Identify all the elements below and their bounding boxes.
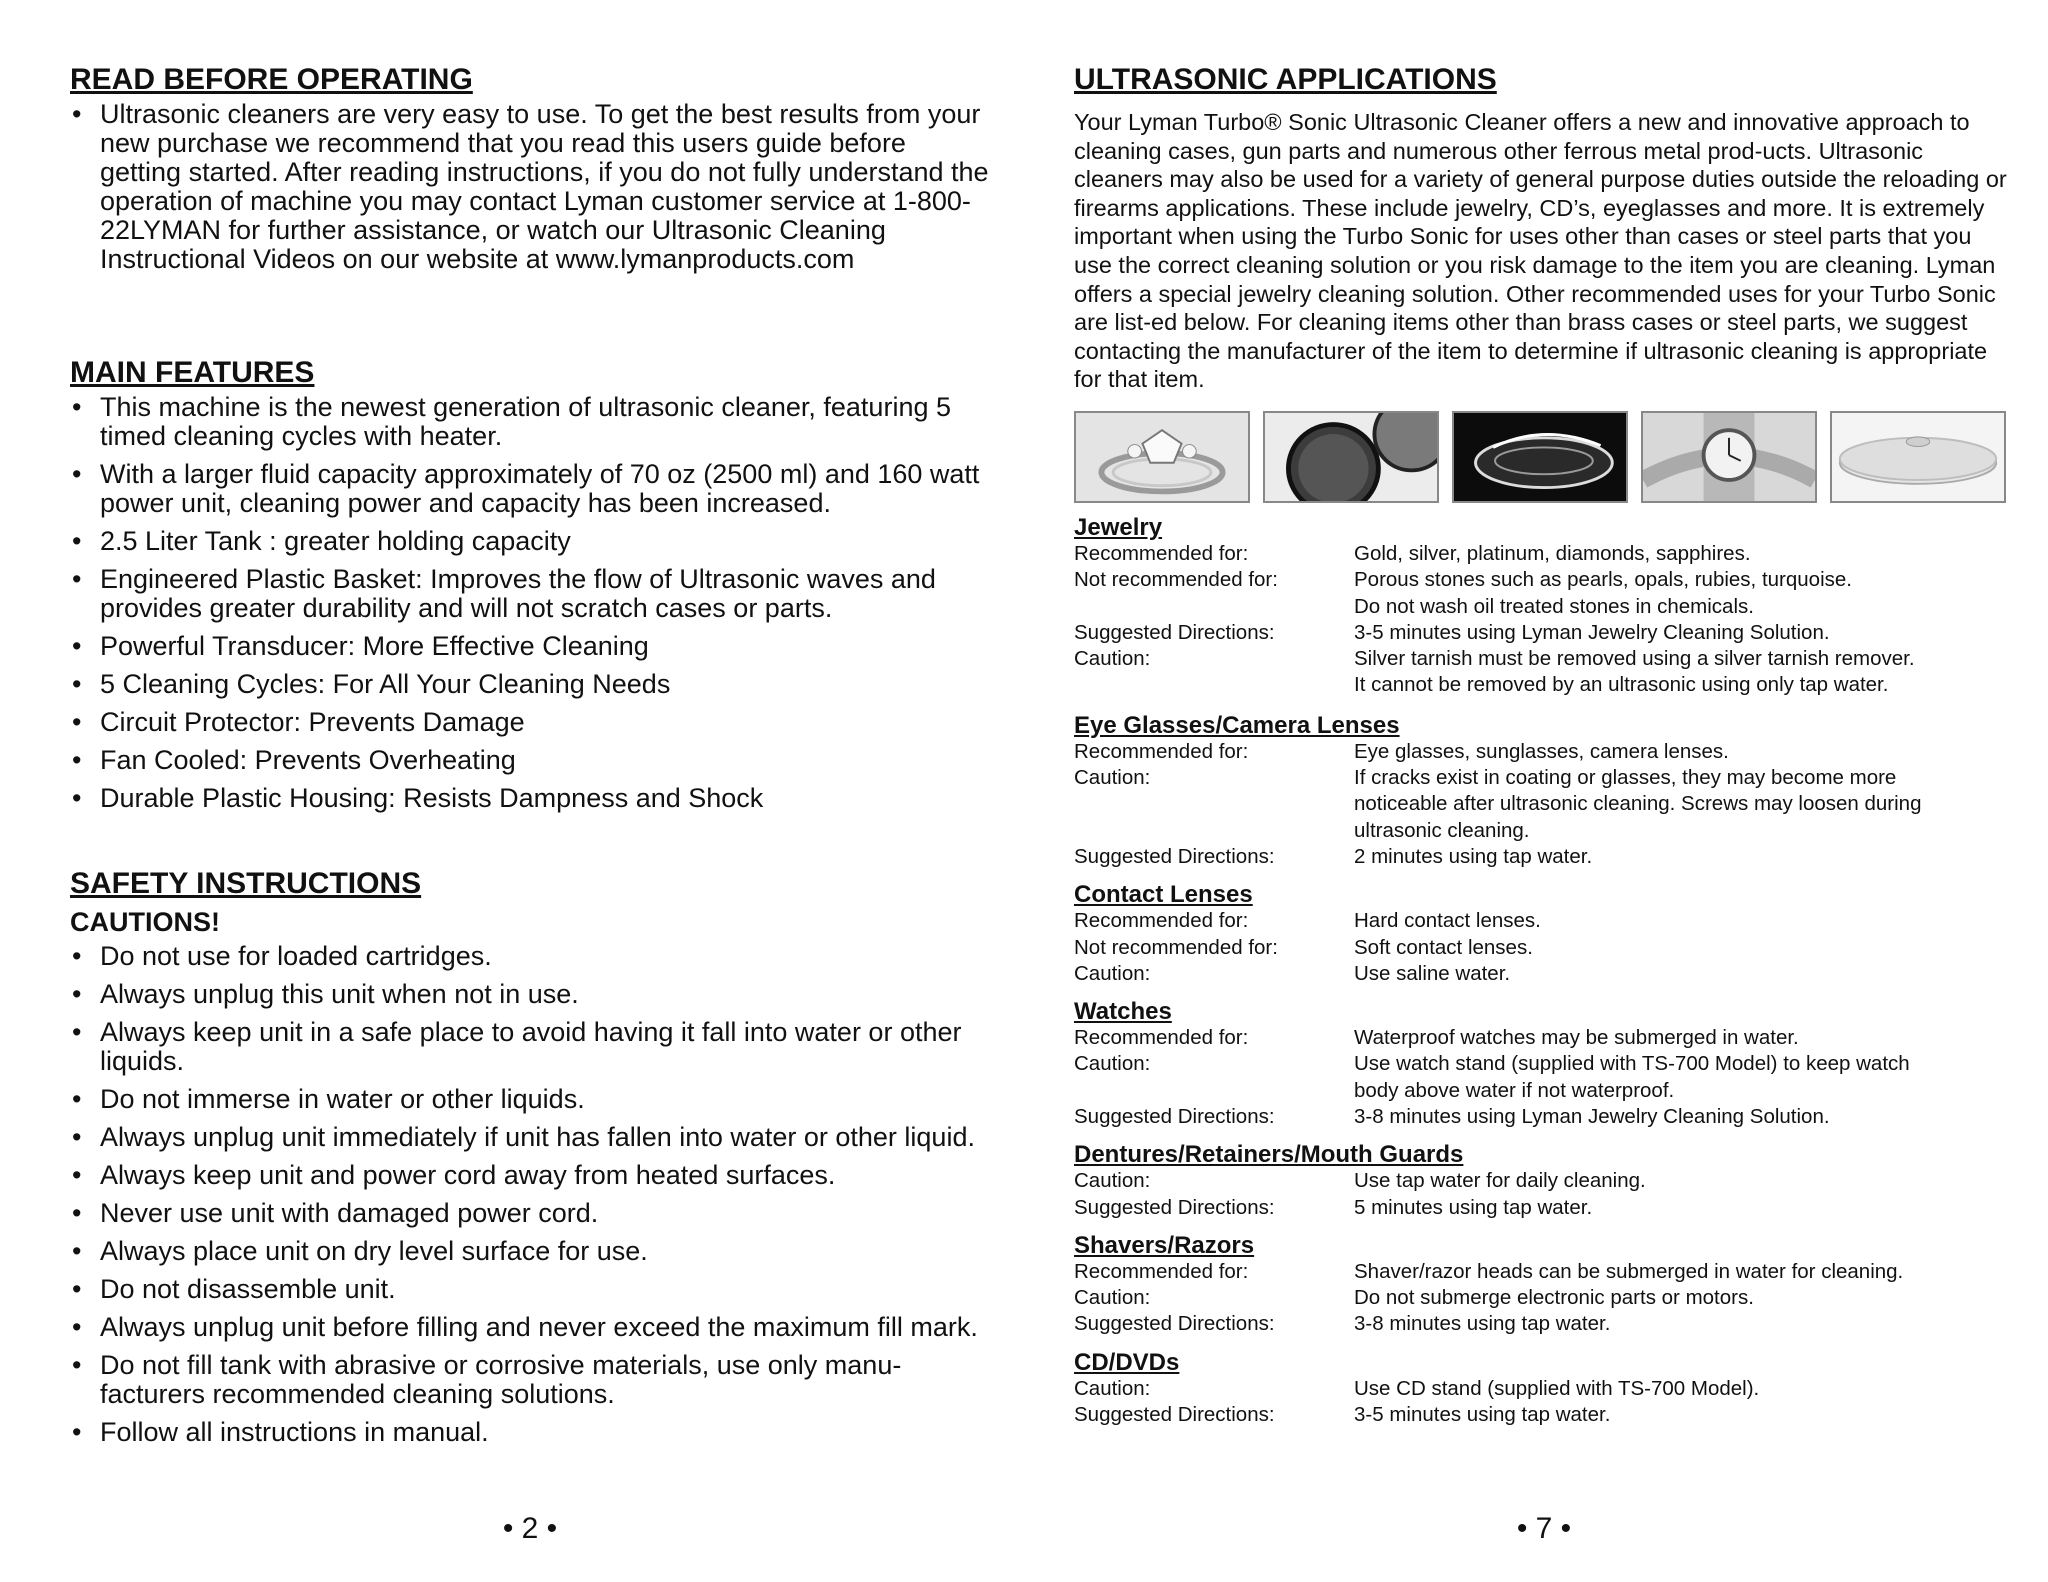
row-text: Use tap water for daily cleaning. [1354, 1169, 1646, 1193]
row-text: noticeable after ultrasonic cleaning. Screws may loosen during [1354, 792, 1922, 816]
row-text: Porous stones such as pearls, opals, rubies, turquoise. [1354, 568, 1852, 592]
category-title: Dentures/Retainers/Mouth Guards [1074, 1141, 1464, 1169]
row-label: Suggested Directions: [1074, 620, 1275, 644]
list-item: • This machine is the newest generation of ultrasonic cleaner, featuring 5 timed cleaning cycles with heater. [70, 393, 990, 451]
info-row [1074, 739, 2014, 765]
applications-section [1074, 62, 2014, 1428]
row-text: Use watch stand (supplied with TS-700 Model) to keep watch [1354, 1052, 1910, 1076]
list-item: • Always place unit on dry level surface for use. [70, 1237, 990, 1266]
category-shavers [1074, 1233, 2014, 1338]
left-page [70, 0, 990, 1582]
safety-list [70, 942, 990, 1447]
list-item: • Always unplug unit immediately if unit has fallen into water or other liquid. [70, 1123, 990, 1152]
info-row [1074, 1051, 2014, 1077]
info-row [1074, 791, 2014, 817]
page-number: • 7 • [1516, 1512, 1572, 1545]
row-label [1074, 672, 1354, 698]
row-label: Suggested Directions: [1074, 844, 1275, 868]
row-text: Shaver/razor heads can be submerged in water for cleaning. [1354, 1259, 1904, 1283]
info-row [1074, 646, 2014, 672]
row-text: Do not submerge electronic parts or motors. [1354, 1286, 1754, 1310]
row-label: Caution: [1074, 766, 1151, 790]
list-item: • Follow all instructions in manual. [70, 1418, 990, 1447]
list-item: • Always keep unit in a safe place to avoid having it fall into water or other liquids. [70, 1018, 990, 1076]
row-text: Silver tarnish must be removed using a silver tarnish remover. [1354, 647, 1915, 671]
list-item: • Circuit Protector: Prevents Damage [70, 708, 990, 737]
row-text: body above water if not waterproof. [1354, 1078, 1675, 1102]
category-title: Eye Glasses/Camera Lenses [1074, 711, 1400, 739]
cautions-heading: CAUTIONS! [70, 907, 220, 937]
row-text: Hard contact lenses. [1354, 909, 1541, 933]
ring-photo [1074, 411, 1250, 503]
list-item: • Fan Cooled: Prevents Overheating [70, 746, 990, 775]
row-label [1074, 1078, 1354, 1104]
row-text: Do not wash oil treated stones in chemicals. [1354, 594, 1754, 618]
row-text: ultrasonic cleaning. [1354, 818, 1530, 842]
list-item: • Never use unit with damaged power cord. [70, 1199, 990, 1228]
row-label [1074, 791, 1354, 817]
category-watches [1074, 999, 2014, 1130]
row-label: Recommended for: [1074, 541, 1249, 565]
features-list [70, 393, 990, 813]
eyeglass-lens-photo [1452, 411, 1628, 503]
list-item: • Always unplug this unit when not in use. [70, 980, 990, 1009]
category-title: Shavers/Razors [1074, 1231, 1255, 1259]
list-item: • With a larger fluid capacity approximately of 70 oz (2500 ml) and 160 watt power unit, cleaning power and capacity has been increased. [70, 460, 990, 518]
cd-photo [1830, 411, 2006, 503]
info-row [1074, 620, 2014, 646]
row-text: 3-8 minutes using tap water. [1354, 1312, 1611, 1336]
category-contact-lenses [1074, 882, 2014, 987]
list-item: • Do not fill tank with abrasive or corrosive materials, use only manu-facturers recommended cleaning solutions. [70, 1351, 990, 1409]
photo-strip [1074, 411, 2014, 503]
safety-section [70, 866, 990, 1447]
row-text: Use saline water. [1354, 961, 1511, 985]
row-text: 5 minutes using tap water. [1354, 1195, 1593, 1219]
page-number: • 2 • [502, 1512, 558, 1545]
info-row [1074, 1259, 2014, 1285]
category-title: Jewelry [1074, 513, 1163, 541]
row-text: If cracks exist in coating or glasses, they may become more [1354, 766, 1897, 790]
row-label: Suggested Directions: [1074, 1195, 1275, 1219]
info-row [1074, 567, 2014, 593]
info-row [1074, 1402, 2014, 1428]
row-label: Recommended for: [1074, 909, 1249, 933]
row-text: 3-8 minutes using Lyman Jewelry Cleaning Solution. [1354, 1104, 1830, 1128]
info-row [1074, 818, 2014, 844]
row-label: Caution: [1074, 647, 1151, 671]
list-item: • Always keep unit and power cord away from heated surfaces. [70, 1161, 990, 1190]
row-text: It cannot be removed by an ultrasonic using only tap water. [1354, 673, 1889, 697]
info-row [1074, 1025, 2014, 1051]
row-label: Caution: [1074, 1286, 1151, 1310]
category-title: Contact Lenses [1074, 881, 1253, 909]
category-title: CD/DVDs [1074, 1348, 1180, 1376]
list-item: • 5 Cleaning Cycles: For All Your Cleaning Needs [70, 670, 990, 699]
info-row [1074, 1195, 2014, 1221]
section-title: SAFETY INSTRUCTIONS [70, 867, 422, 900]
row-label: Not recommended for: [1074, 568, 1278, 592]
row-label: Caution: [1074, 1169, 1151, 1193]
list-item: • Do not immerse in water or other liquids. [70, 1085, 990, 1114]
info-row [1074, 908, 2014, 934]
lens-filter-photo [1263, 411, 1439, 503]
category-title: Watches [1074, 998, 1172, 1026]
row-label: Not recommended for: [1074, 935, 1278, 959]
info-row [1074, 1376, 2014, 1402]
info-row [1074, 672, 2014, 698]
info-row [1074, 1168, 2014, 1194]
list-item: • Always unplug unit before filling and never exceed the maximum fill mark. [70, 1313, 990, 1342]
info-row [1074, 594, 2014, 620]
row-label: Recommended for: [1074, 1259, 1249, 1283]
list-item: • Do not disassemble unit. [70, 1275, 990, 1304]
info-row [1074, 765, 2014, 791]
list-item: • Ultrasonic cleaners are very easy to use. To get the best results from your new purchase we recommend that you read this users guide before getting started. After reading instructions, if you do not fully understand the operation of machine you may contact Lyman customer service at 1-800-22LYMAN for further assistance, or watch our Ultrasonic Cleaning Instructional Videos on our website at www.lymanproducts.com [70, 100, 990, 274]
row-label: Caution: [1074, 1052, 1151, 1076]
row-label: Caution: [1074, 1376, 1151, 1400]
info-row [1074, 1078, 2014, 1104]
row-label: Suggested Directions: [1074, 1403, 1275, 1427]
section-title: MAIN FEATURES [70, 356, 315, 389]
info-row [1074, 1285, 2014, 1311]
row-text: 3-5 minutes using Lyman Jewelry Cleaning Solution. [1354, 620, 1830, 644]
section-title: READ BEFORE OPERATING [70, 63, 473, 96]
category-cd-dvds [1074, 1350, 2014, 1429]
info-row [1074, 1104, 2014, 1130]
info-row [1074, 1311, 2014, 1337]
row-label: Recommended for: [1074, 739, 1249, 763]
intro-paragraph: Your Lyman Turbo® Sonic Ultrasonic Cleaner offers a new and innovative approach to cleaning cases, gun parts and numerous other ferrous metal prod-ucts. Ultrasonic cleaners may also be used for a variety of general purpose duties outside the reloading or firearms applications. These include jewelry, CD’s, eyeglasses and more. It is extremely important when using the Turbo Sonic for uses other than cases or steel parts that you use the correct cleaning solution or you risk damage to the item you are cleaning. Lyman offers a special jewelry cleaning solution. Other recommended uses for your Turbo Sonic are list-ed below. For cleaning items other than brass cases or steel parts, we suggest contacting the manufacturer of the item to determine if ultrasonic cleaning is appropriate for that item. [1074, 109, 2007, 393]
row-label [1074, 594, 1354, 620]
row-label [1074, 818, 1354, 844]
row-label: Recommended for: [1074, 1026, 1249, 1050]
list-item: • Do not use for loaded cartridges. [70, 942, 990, 971]
right-page [1074, 0, 2014, 1582]
row-text: Soft contact lenses. [1354, 935, 1533, 959]
row-text: Eye glasses, sunglasses, camera lenses. [1354, 739, 1729, 763]
category-dentures [1074, 1142, 2014, 1221]
info-row [1074, 844, 2014, 870]
list-item: • 2.5 Liter Tank : greater holding capacity [70, 527, 990, 556]
read-before-list [70, 100, 990, 274]
read-before-section [70, 62, 990, 274]
list-item: • Powerful Transducer: More Effective Cleaning [70, 632, 990, 661]
category-jewelry [1074, 515, 2014, 699]
section-title: ULTRASONIC APPLICATIONS [1074, 63, 1497, 96]
info-row [1074, 935, 2014, 961]
list-item: • Durable Plastic Housing: Resists Dampness and Shock [70, 784, 990, 813]
row-label: Suggested Directions: [1074, 1104, 1275, 1128]
info-row [1074, 541, 2014, 567]
main-features-section [70, 355, 990, 813]
row-text: 3-5 minutes using tap water. [1354, 1403, 1611, 1427]
row-text: Waterproof watches may be submerged in water. [1354, 1026, 1799, 1050]
category-eye-glasses [1074, 713, 2014, 870]
row-text: 2 minutes using tap water. [1354, 844, 1593, 868]
row-label: Suggested Directions: [1074, 1312, 1275, 1336]
row-text: Use CD stand (supplied with TS-700 Model). [1354, 1376, 1760, 1400]
list-item: • Engineered Plastic Basket: Improves the flow of Ultrasonic waves and provides greater durability and will not scratch cases or parts. [70, 565, 990, 623]
info-row [1074, 961, 2014, 987]
row-label: Caution: [1074, 961, 1151, 985]
row-text: Gold, silver, platinum, diamonds, sapphires. [1354, 541, 1751, 565]
watch-photo [1641, 411, 1817, 503]
